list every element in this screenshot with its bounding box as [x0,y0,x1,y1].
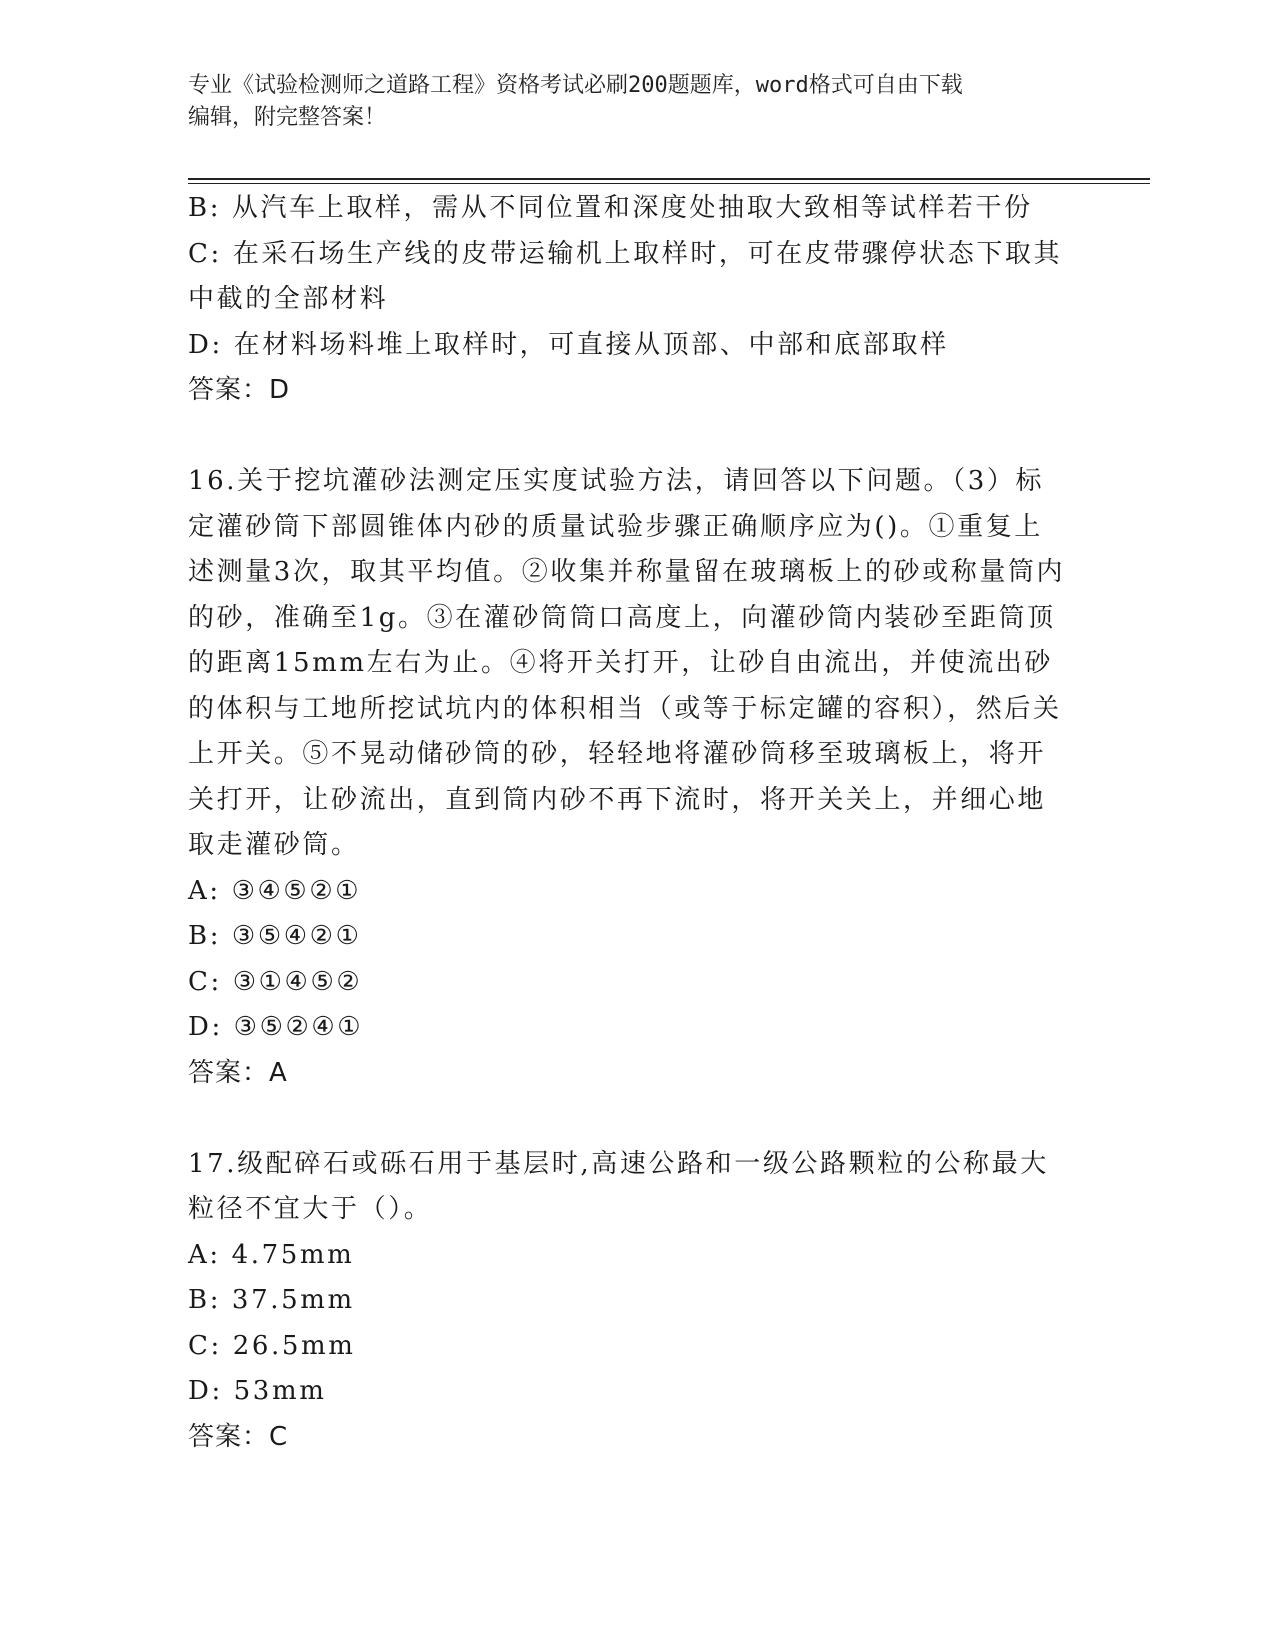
answer-line: 答案：C [188,1421,289,1452]
option-b: B: ③⑤④②① [188,921,362,951]
option-c: C: 26.5mm [188,1330,356,1361]
option-a: A: ③④⑤②① [188,875,362,906]
option-d: D: 53mm [188,1376,327,1406]
spacer [188,1096,1068,1142]
document-body [188,186,1068,1460]
prev-question [188,186,1068,414]
option-b: B: 37.5mm [188,1285,355,1315]
option-d: D: ③⑤②④① [188,1012,364,1042]
option-c: C: ③①④⑤② [188,966,363,997]
answer-line: 答案：D [188,375,291,405]
option-a: A: 4.75mm [188,1239,355,1270]
header-line-2: 编辑，附完整答案！ [188,105,387,130]
header-divider-thin [188,183,1150,184]
option-c: C: 在采石场生产线的皮带运输机上取样时，可在皮带骤停状态下取其中截的全部材料 [188,238,1063,314]
question-stem: 16.关于挖坑灌砂法测定压实度试验方法，请回答以下问题。（3）标定灌砂筒下部圆锥体内砂的质量试验步骤正确顺序应为()。①重复上述测量3次，取其平均值。②收集并称量留在玻璃板上的砂或称量筒内的砂，准确至1g。③在灌砂筒筒口高度上，向灌砂筒内装砂至距筒顶的距离15mm左右为止。④将开关打开，让砂自由流出，并使流出砂的体积与工地所挖试坑内的体积相当（或等于标定罐的容积），然后关上开关。⑤不晃动储砂筒的砂，轻轻地将灌砂筒移至玻璃板上，将开关打开，让砂流出，直到筒内砂不再下流时，将开关关上，并细心地取走灌砂筒。 [188,466,1066,860]
question-16 [188,459,1068,1096]
spacer [188,414,1068,460]
option-b: B: 从汽车上取样，需从不同位置和深度处抽取大致相等试样若干份 [188,193,1033,223]
header-line-1: 专业《试验检测师之道路工程》资格考试必刷200题题库，word格式可自由下载 [188,73,963,98]
document-header [188,70,1088,134]
option-d: D: 在材料场料堆上取样时，可直接从顶部、中部和底部取样 [188,329,949,360]
answer-line: 答案：A [188,1057,288,1088]
header-divider-thick [188,178,1150,180]
question-stem: 17.级配碎石或砾石用于基层时,高速公路和一级公路颗粒的公称最大粒径不宜大于（）。 [188,1148,1049,1224]
question-17 [188,1142,1068,1461]
